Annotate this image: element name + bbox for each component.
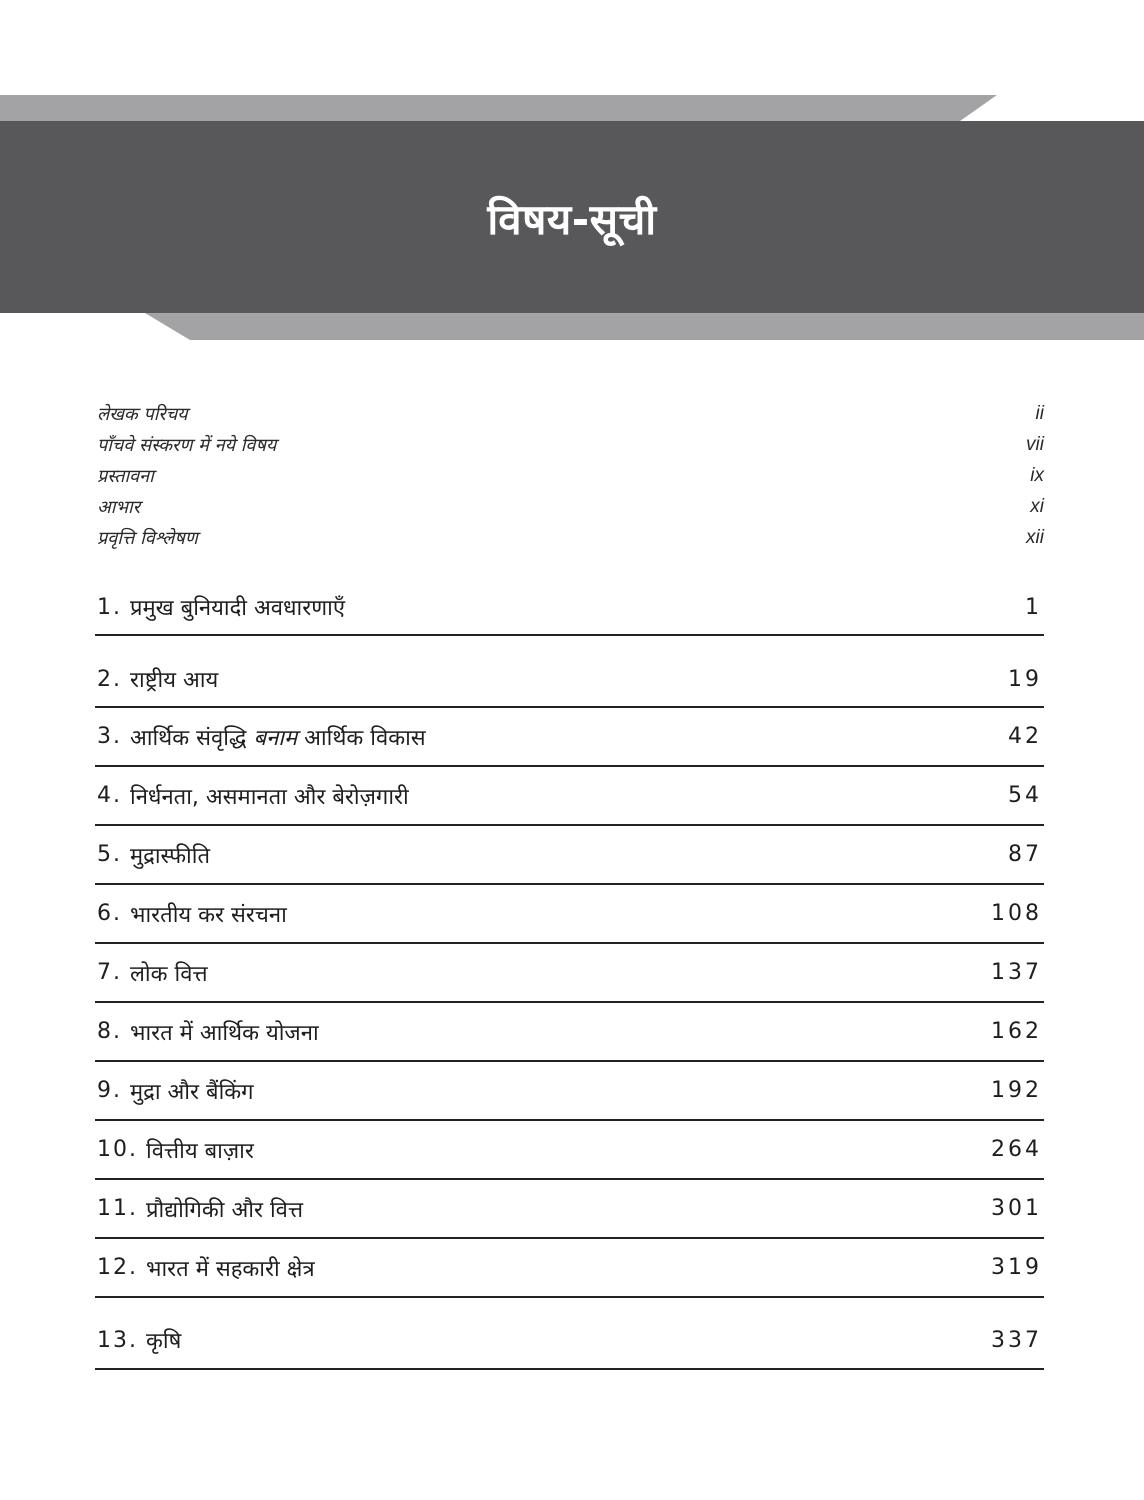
prelim-item[interactable] bbox=[97, 429, 1044, 460]
chapter-title: भारत में सहकारी क्षेत्र bbox=[146, 1256, 315, 1282]
chapter-row[interactable] bbox=[95, 1003, 1044, 1062]
header-banner bbox=[0, 0, 1144, 360]
chapter-title: मुद्रा और बैंकिंग bbox=[130, 1079, 254, 1105]
chapter-row[interactable] bbox=[95, 1121, 1044, 1180]
prelim-page: ix bbox=[1030, 464, 1044, 486]
chapter-page: 264 bbox=[991, 1137, 1042, 1162]
prelim-title: प्रवृत्ति विश्लेषण bbox=[97, 527, 198, 549]
prelim-title: प्रस्तावना bbox=[97, 465, 154, 487]
prelim-item[interactable] bbox=[97, 398, 1044, 429]
chapter-row[interactable] bbox=[95, 1180, 1044, 1239]
prelim-page: vii bbox=[1026, 433, 1044, 455]
prelim-item[interactable] bbox=[97, 460, 1044, 491]
chapter-page: 42 bbox=[1008, 724, 1042, 749]
chapter-page: 192 bbox=[991, 1078, 1042, 1103]
prelim-title: पाँचवे संस्करण में नये विषय bbox=[97, 434, 277, 456]
chapter-list bbox=[95, 580, 1044, 1370]
prelim-page: xi bbox=[1030, 495, 1044, 517]
banner-top-stripe bbox=[0, 95, 997, 121]
chapter-number: 3. bbox=[97, 724, 122, 749]
banner-bottom-stripe bbox=[145, 313, 1144, 340]
chapter-title: प्रमुख बुनियादी अवधारणाएँ bbox=[130, 596, 346, 621]
chapter-number: 6. bbox=[97, 901, 122, 926]
chapter-title: प्रौद्योगिकी और वित्त bbox=[146, 1197, 304, 1223]
chapter-row[interactable] bbox=[95, 708, 1044, 767]
chapter-number: 10. bbox=[97, 1137, 138, 1162]
chapter-row[interactable] bbox=[95, 885, 1044, 944]
prelim-page: xii bbox=[1026, 526, 1044, 548]
chapter-number: 1. bbox=[97, 594, 122, 620]
chapter-number: 9. bbox=[97, 1078, 122, 1103]
chapter-title: राष्ट्रीय आय bbox=[130, 668, 219, 693]
chapter-title: लोक वित्त bbox=[130, 961, 208, 987]
chapter-number: 8. bbox=[97, 1019, 122, 1044]
chapter-title: कृषि bbox=[146, 1329, 182, 1354]
chapter-title: भारतीय कर संरचना bbox=[130, 902, 287, 928]
chapter-page: 137 bbox=[991, 960, 1042, 985]
chapter-page: 337 bbox=[991, 1327, 1042, 1353]
chapter-title: मुद्रास्फीति bbox=[130, 843, 210, 869]
prelim-page: ii bbox=[1035, 402, 1044, 424]
prelim-title: आभार bbox=[97, 496, 141, 518]
chapter-number: 12. bbox=[97, 1255, 138, 1280]
prelim-item[interactable] bbox=[97, 491, 1044, 522]
chapter-row[interactable] bbox=[95, 767, 1044, 826]
chapter-title: वित्तीय बाज़ार bbox=[146, 1138, 254, 1164]
prelims-list bbox=[97, 398, 1044, 553]
chapter-row[interactable] bbox=[95, 1298, 1044, 1370]
chapter-number: 5. bbox=[97, 842, 122, 867]
chapter-row[interactable] bbox=[95, 944, 1044, 1003]
chapter-title-part: आर्थिक संवृद्धि bbox=[130, 725, 247, 751]
chapter-number: 13. bbox=[97, 1327, 138, 1353]
chapter-page: 319 bbox=[991, 1255, 1042, 1280]
chapter-title-part: आर्थिक विकास bbox=[304, 725, 426, 751]
chapter-number: 11. bbox=[97, 1196, 138, 1221]
chapter-title: भारत में आर्थिक योजना bbox=[130, 1020, 319, 1046]
chapter-page: 87 bbox=[1008, 842, 1042, 867]
chapter-page: 162 bbox=[991, 1019, 1042, 1044]
chapter-number: 7. bbox=[97, 960, 122, 985]
chapter-row[interactable] bbox=[95, 636, 1044, 708]
chapter-page: 19 bbox=[1008, 666, 1042, 692]
chapter-number: 2. bbox=[97, 666, 122, 692]
chapter-number: 4. bbox=[97, 783, 122, 808]
chapter-page: 1 bbox=[1025, 594, 1042, 620]
chapter-row[interactable] bbox=[95, 580, 1044, 636]
chapter-page: 108 bbox=[991, 901, 1042, 926]
page-title: विषय-सूची bbox=[487, 195, 657, 244]
chapter-title-emphasis: बनाम bbox=[253, 725, 298, 751]
prelim-title: लेखक परिचय bbox=[97, 403, 188, 425]
chapter-page: 54 bbox=[1008, 783, 1042, 808]
prelim-item[interactable] bbox=[97, 522, 1044, 553]
chapter-row[interactable] bbox=[95, 1239, 1044, 1298]
chapter-page: 301 bbox=[991, 1196, 1042, 1221]
chapter-row[interactable] bbox=[95, 1062, 1044, 1121]
chapter-row[interactable] bbox=[95, 826, 1044, 885]
chapter-title: निर्धनता, असमानता और बेरोज़गारी bbox=[130, 784, 409, 810]
